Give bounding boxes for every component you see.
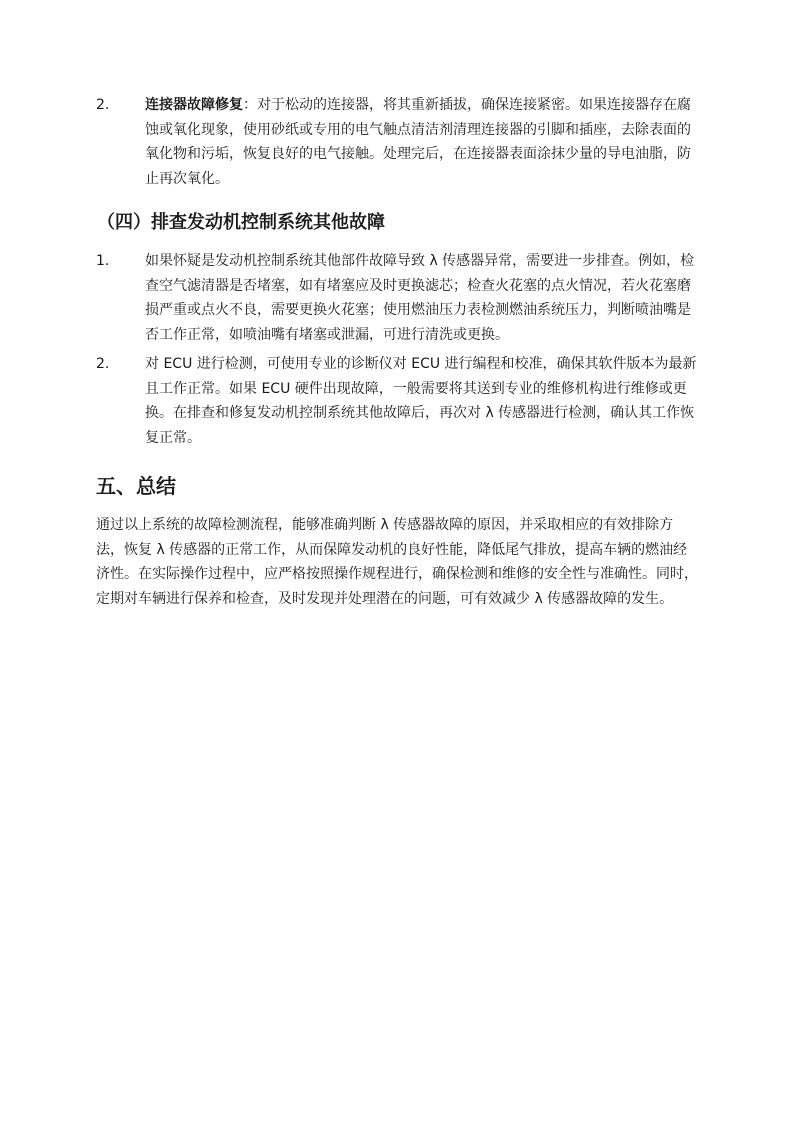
list-text: 如果怀疑是发动机控制系统其他部件故障导致 λ 传感器异常，需要进一步排查。例如，检查空气滤清器是否堵塞，如有堵塞应及时更换滤芯；检查火花塞的点火情况，若火花塞磨损严重或点火不良，需要更换火花塞；使用燃油压力表检测燃油系统压力，判断喷油嘴是否工作正常，如喷油嘴有堵塞或泄漏，可进行清洗或更换。 [145, 253, 695, 343]
list-item-ecu-check [96, 352, 700, 450]
list-body: ：对于松动的连接器，将其重新插拔，确保连接紧密。如果连接器存在腐蚀或氧化现象，使用砂纸或专用的电气触点清洁剂清理连接器的引脚和插座，去除表面的氧化物和污垢，恢复良好的电气接触。处理完后，在连接器表面涂抹少量的导电油脂，防止再次氧化。 [145, 97, 691, 187]
list-number: 1. [96, 253, 110, 269]
section-heading-4: （四）排查发动机控制系统其他故障 [97, 212, 385, 233]
list-text: 对 ECU 进行检测，可使用专业的诊断仪对 ECU 进行编程和校准，确保其软件版本为最新且工作正常。如果 ECU 硬件出现故障，一般需要将其送到专业的维修机构进行维修或更换。在排查和修复发动机控制系统其他故障后，再次对 λ 传感器进行检测，确认其工作恢复正常。 [145, 356, 697, 446]
list-item-other-faults [96, 249, 700, 347]
summary-heading: 五、总结 [96, 474, 176, 498]
list-item-connector-repair [96, 93, 700, 191]
list-number: 2. [96, 356, 110, 372]
list-text [145, 93, 700, 191]
summary-paragraph: 通过以上系统的故障检测流程，能够准确判断 λ 传感器故障的原因，并采取相应的有效排除方法，恢复 λ 传感器的正常工作，从而保障发动机的良好性能，降低尾气排放，提高车辆的燃油经济性。在实际操作过程中，应严格按照操作规程进行，确保检测和维修的安全性与准确性。同时，定期对车辆进行保养和检查，及时发现并处理潜在的问题，可有效减少 λ 传感器故障的发生。 [96, 517, 698, 607]
bold-term: 连接器故障修复 [145, 97, 243, 113]
list-number: 2. [96, 97, 110, 113]
